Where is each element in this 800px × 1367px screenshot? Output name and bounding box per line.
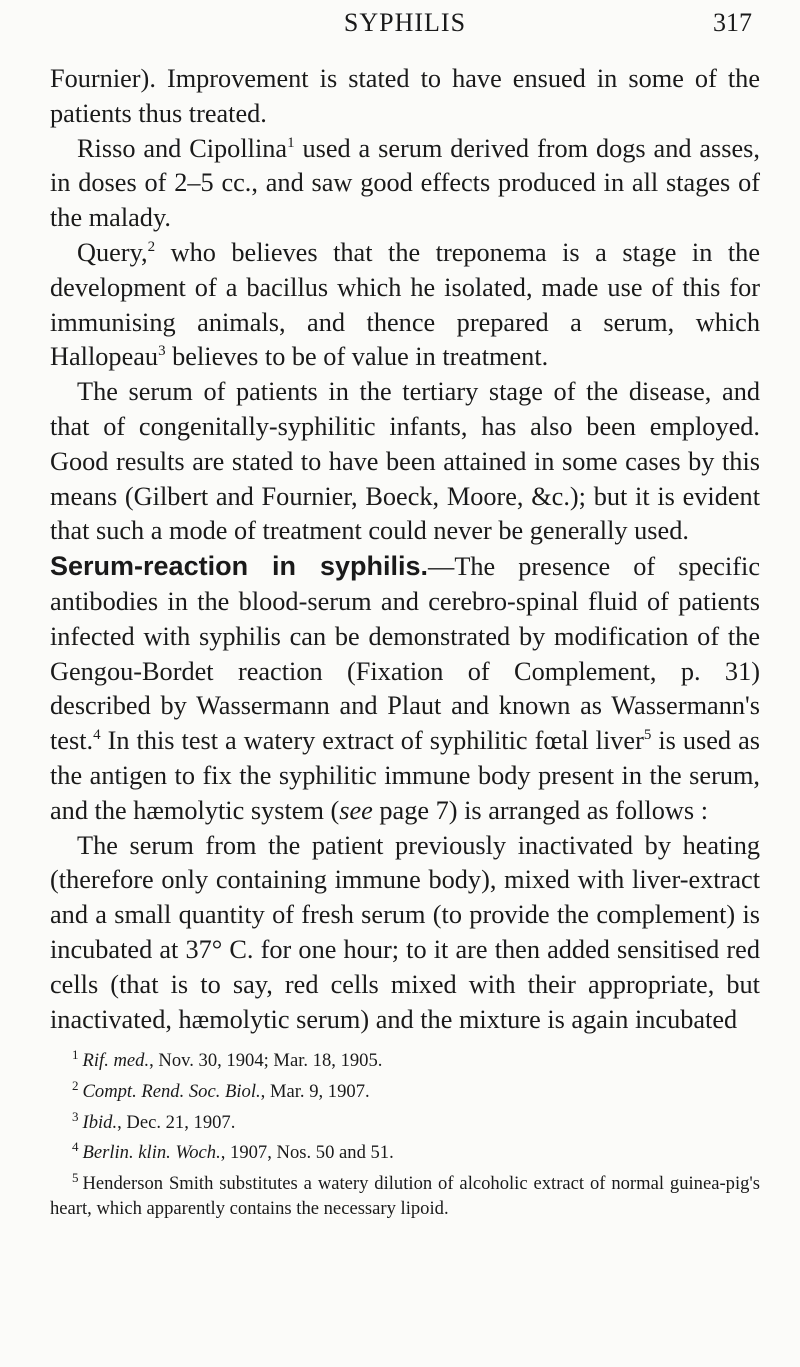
running-title: SYPHILIS [343, 8, 467, 37]
body-text [50, 62, 760, 1037]
footnote-marker: 2 [147, 239, 156, 256]
footnotes [50, 1043, 760, 1221]
page-number: 317 [713, 8, 752, 37]
footnote: $^5$ Henderson Smith substitutes a watery dilution of alcoholic extract of normal guinea-pig's heart, which apparently contains the necessary lipoid. [50, 1170, 760, 1219]
paragraph: The serum from the patient previously inactivated by heating (therefore only containing immune body), mixed with liver-extract and a small quantity of fresh serum (to provide the complement) is incubated at 37° C. for one hour; to it are then added sensitised red cells (that is to say, red cells mixed with their appropriate, but inactivated, hæmolytic serum) and the mixture is again incubated [50, 830, 760, 1034]
paragraph: The serum of patients in the tertiary stage of the disease, and that of congenitally-syphilitic infants, has also been employed. Good results are stated to have been attained in some cases by this means (Gilbert and Fournier, Boeck, Moore, &c.); but it is evident that such a mode of treatment could never be generally used. [50, 377, 760, 546]
paragraph: Query,$^2$ who believes that the treponema is a stage in the development of a bacillus which he isolated, made use of this for immunising animals, and thence prepared a serum, which Hallopeau$^3$ believes to be of value in treatment. [50, 237, 760, 372]
footnote-marker: 3 [158, 343, 166, 360]
paragraph: Fournier). Improvement is stated to have ensued in some of the patients thus treated. [50, 64, 760, 128]
section-heading: Serum-reaction in syphilis. [50, 551, 429, 582]
paragraph: Risso and Cipollina$^1$ used a serum derived from dogs and asses, in doses of 2–5 cc., and saw good effects produced in all stages of the malady. [50, 133, 760, 233]
footnote: $^1$ Rif. med., Nov. 30, 1904; Mar. 18, 1905. [72, 1047, 383, 1072]
footnote: $^3$ Ibid., Dec. 21, 1907. [72, 1108, 236, 1133]
page-header [50, 0, 760, 62]
paragraph: Serum-reaction in syphilis.—The presence of specific antibodies in the blood-serum and cerebro-spinal fluid of patients infected with syphilis can be demonstrated by modification of the Gengou-Bordet reaction (Fixation of Complement, p. 31) described by Wassermann and Plaut and known as Wassermann's test.$^4$ In this test a watery extract of syphilitic fœtal liver$^5$ is used as the antigen to fix the syphilitic immune body present in the serum, and the hæmolytic system (see page 7) is arranged as follows : [50, 551, 760, 825]
footnote: $^4$ Berlin. klin. Woch., 1907, Nos. 50 and 51. [72, 1139, 394, 1164]
footnote-marker: 1 [287, 134, 295, 151]
footnote: $^2$ Compt. Rend. Soc. Biol., Mar. 9, 1907. [72, 1078, 370, 1103]
footnote-marker: 5 [643, 727, 652, 744]
footnote-marker: 4 [93, 727, 101, 744]
